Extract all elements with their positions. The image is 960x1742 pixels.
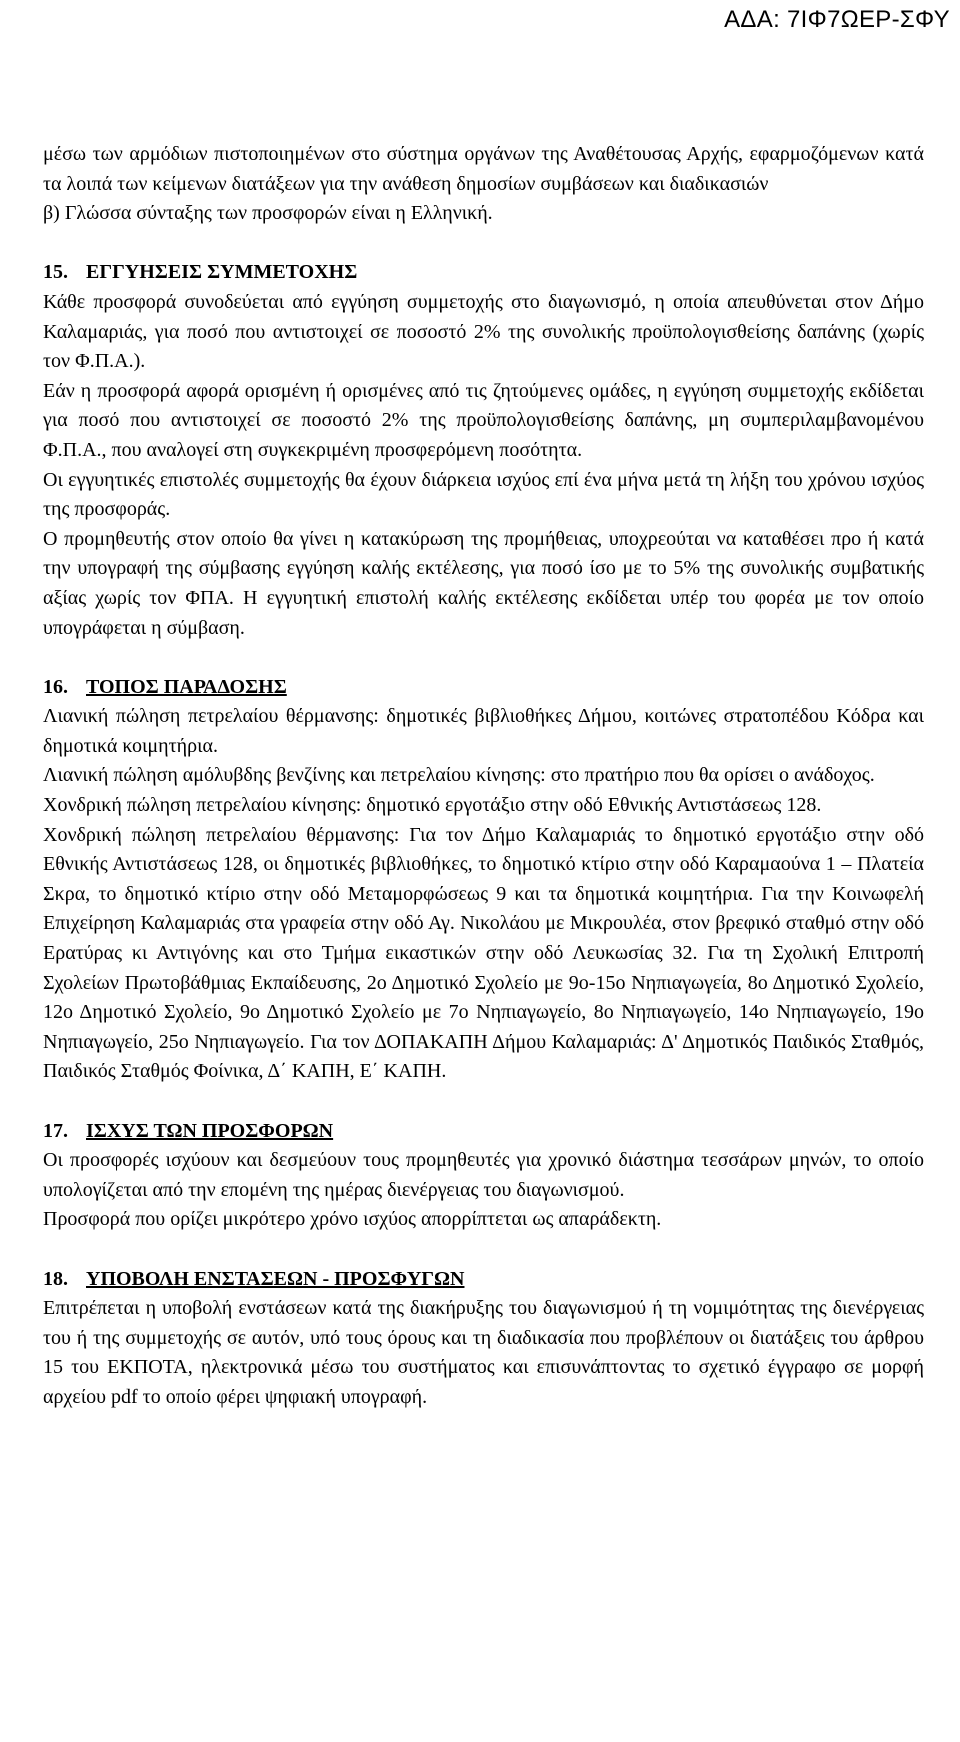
spacer [43,229,924,259]
section-15-paragraph: Ο προμηθευτής στον οποίο θα γίνει η κατακύρωση της προμήθειας, υποχρεούται να καταθέσει προ ή κατά την υπογραφή της σύμβασης εγγύηση καλής εκτέλεσης, για ποσό ίσο με το 5% της συνολικής συμβατικής αξίας χωρίς τον ΦΠΑ. Η εγγυητική επιστολή καλής εκτέλεσης εκδίδεται υπέρ του φορέα με τον οποίο υπογράφεται η σύμβαση. [43,527,924,639]
section-18-paragraph: Επιτρέπεται η υποβολή ενστάσεων κατά της διακήρυξης του διαγωνισμού ή τη νομιμότητας της διενέργειας του ή της συμμετοχής σε αυτόν, υπό τους όρους και τη διαδικασία που προβλέπουν οι διατάξεις του άρθρου 15 του ΕΚΠΟΤΑ, ηλεκτρονικά μέσω του συστήματος και επισυνάπτοντας το σχετικό έγγραφο σε μορφή αρχείου pdf το οποίο φέρει ψηφιακή υπογραφή. [43,1297,924,1408]
spacer [43,643,924,673]
section-17-paragraph: Προσφορά που ορίζει μικρότερο χρόνο ισχύος απορρίπτεται ως απαράδεκτη. [43,1208,662,1231]
intro-language-line: β) Γλώσσα σύνταξης των προσφορών είναι η Ελληνική. [43,202,493,225]
document-body [43,140,924,1413]
intro-paragraph: μέσω των αρμόδιων πιστοποιημένων στο σύστημα οργάνων της Αναθέτουσας Αρχής, εφαρμοζόμενων κατά τα λοιπά των κείμενων διατάξεων για την ανάθεση δημοσίων συμβάσεων και διαδικασιών [43,143,924,195]
section-15-heading [43,258,924,288]
section-title: ΤΟΠΟΣ ΠΑΡΑΔΟΣΗΣ [86,675,287,698]
ada-code: ΑΔΑ: 7ΙΦ7ΩΕΡ-ΣΦΥ [724,6,950,33]
section-18-heading [43,1265,924,1295]
section-number: 15. [43,261,68,284]
section-16-paragraph: Λιανική πώληση πετρελαίου θέρμανσης: δημοτικές βιβλιοθήκες Δήμου, κοιτώνες στρατοπέδου Κόδρα και δημοτικά κοιμητήρια. [43,705,924,757]
section-title: ΥΠΟΒΟΛΗ ΕΝΣΤΑΣΕΩΝ - ΠΡΟΣΦΥΓΩΝ [86,1267,465,1290]
section-number: 16. [43,675,68,698]
section-15-paragraph: Οι εγγυητικές επιστολές συμμετοχής θα έχουν διάρκεια ισχύος επί ένα μήνα μετά τη λήξη του χρόνου ισχύος της προσφοράς. [43,468,924,521]
spacer [43,1235,924,1265]
spacer [43,1087,924,1117]
section-title: ΕΓΓΥΗΣΕΙΣ ΣΥΜΜΕΤΟΧΗΣ [86,261,358,284]
section-title: ΙΣΧΥΣ ΤΩΝ ΠΡΟΣΦΟΡΩΝ [86,1119,334,1142]
section-15-paragraph: Εάν η προσφορά αφορά ορισμένη ή ορισμένες από τις ζητούμενες ομάδες, η εγγύηση συμμετοχής εκδίδεται για ποσό που αντιστοιχεί σε ποσοστό 2% της προϋπολογισθείσης δαπάνης, μη συμπεριλαμβανομένου Φ.Π.Α., που αναλογεί στη συγκεκριμένη προσφερόμενη ποσότητα. [43,379,924,461]
section-16-paragraph: Χονδρική πώληση πετρελαίου κίνησης: δημοτικό εργοτάξιο στην οδό Εθνικής Αντιστάσεως 128. [43,794,822,817]
section-16-heading [43,673,924,703]
section-16-paragraph: Χονδρική πώληση πετρελαίου θέρμανσης: Για τον Δήμο Καλαμαριάς το δημοτικό εργοτάξιο στην οδό Εθνικής Αντιστάσεως 128, οι δημοτικές βιβλιοθήκες, το δημοτικό κτίριο στην οδό Καραμαούνα 1 – Πλατεία Σκρα, το δημοτικό κτίριο στην οδό Μεταμορφώσεως 9 και τα δημοτικά κοιμητήρια. Για την Κοινωφελή Επιχείρηση Καλαμαριάς στα γραφεία στην οδό Αγ. Νικολάου με Μικρουλέα, στον βρεφικό σταθμό στην οδό Ερατύρας κι Αντιγόνης και στο Τμήμα εικαστικών στην οδό Λευκωσίας 32. Για τη Σχολική Επιτροπή Σχολείων Πρωτοβάθμιας Εκπαίδευσης, 2ο Δημοτικό Σχολείο με 9ο-15ο Νηπιαγωγεία, 8ο Δημοτικό Σχολείο, 12ο Δημοτικό Σχολείο, 9ο Δημοτικό Σχολείο με 7ο Νηπιαγωγείο, 8ο Νηπιαγωγείο, 14ο Νηπιαγωγείο, 19ο Νηπιαγωγείο, 25ο Νηπιαγωγείο. Για τον ΔΟΠΑΚΑΠΗ Δήμου Καλαμαριάς: Δ' Δημοτικός Παιδικός Σταθμός, Παιδικός Σταθμός Φοίνικα, Δ΄ ΚΑΠΗ, Ε΄ ΚΑΠΗ. [43,823,924,1083]
section-15-paragraph: Κάθε προσφορά συνοδεύεται από εγγύηση συμμετοχής στο διαγωνισμό, η οποία απευθύνεται στον Δήμο Καλαμαριάς, για ποσό που αντιστοιχεί σε ποσοστό 2% της συνολικής προϋπολογισθείσης δαπάνης (χωρίς τον Φ.Π.Α.). [43,290,924,373]
section-number: 18. [43,1267,68,1290]
section-17-heading [43,1117,924,1147]
section-16-paragraph: Λιανική πώληση αμόλυβδης βενζίνης και πετρελαίου κίνησης: στο πρατήριο που θα ορίσει ο ανάδοχος. [43,764,875,787]
section-number: 17. [43,1119,68,1142]
section-17-paragraph: Οι προσφορές ισχύουν και δεσμεύουν τους προμηθευτές για χρονικό διάστημα τεσσάρων μηνών, το οποίο υπολογίζεται από την επομένη της ημέρας διενέργειας του διαγωνισμού. [43,1149,924,1201]
